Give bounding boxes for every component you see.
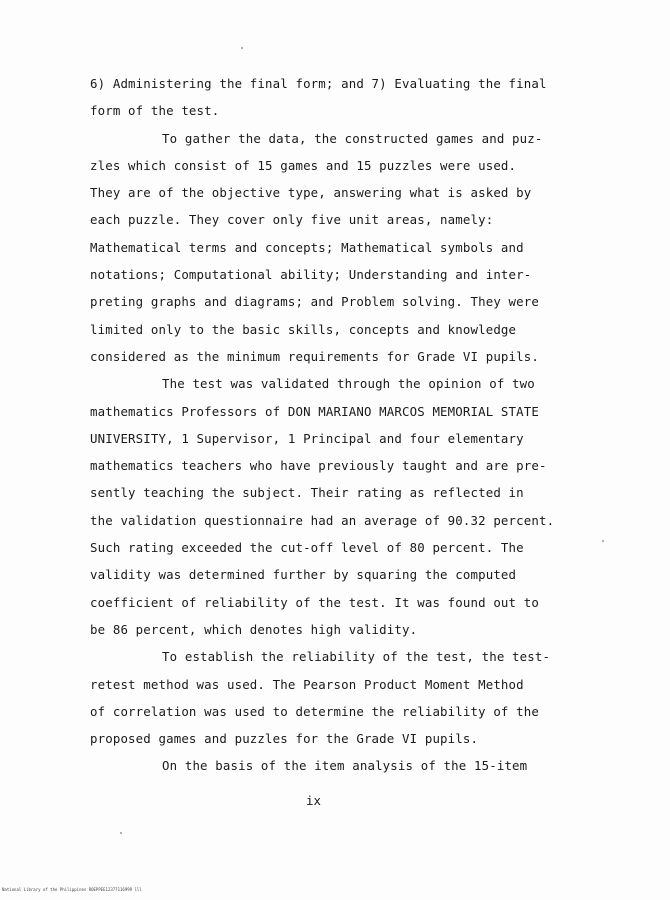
- text-line: be 86 percent, which denotes high validity.: [90, 621, 418, 637]
- paragraph-2: [90, 125, 610, 371]
- text-line: of correlation was used to determine the reliability of the: [90, 703, 539, 719]
- scan-speck: [241, 47, 243, 49]
- paragraph-3: [90, 370, 610, 643]
- paragraph-1: [90, 70, 610, 125]
- text-line: On the basis of the item analysis of the 15-item: [162, 758, 528, 774]
- scan-speck: [120, 832, 122, 834]
- page-number: ix: [306, 793, 321, 808]
- text-line: limited only to the basic skills, concepts and knowledge: [90, 321, 517, 337]
- text-line: To gather the data, the constructed games and puz-: [162, 130, 543, 146]
- text-line: sently teaching the subject. Their rating as reflected in: [90, 485, 524, 501]
- text-line: UNIVERSITY, 1 Supervisor, 1 Principal and four elementary: [90, 430, 524, 446]
- text-line: preting graphs and diagrams; and Problem solving. They were: [90, 294, 539, 310]
- text-line: considered as the minimum requirements for Grade VI pupils.: [90, 348, 539, 364]
- paragraph-5: [90, 752, 610, 779]
- text-line: form of the test.: [90, 103, 220, 119]
- text-line: coefficient of reliability of the test. It was found out to: [90, 594, 539, 610]
- text-line: validity was determined further by squaring the computed: [90, 567, 517, 583]
- paragraph-4: [90, 643, 610, 752]
- text-line: mathematics Professors of DON MARIANO MARCOS MEMORIAL STATE: [90, 403, 539, 419]
- text-line: The test was validated through the opinion of two: [162, 376, 535, 392]
- text-line: the validation questionnaire had an average of 90.32 percent.: [90, 512, 555, 528]
- text-line: notations; Computational ability; Understanding and inter-: [90, 267, 532, 283]
- body-text: [90, 70, 610, 780]
- text-line: mathematics teachers who have previously taught and are pre-: [90, 458, 547, 474]
- text-line: Such rating exceeded the cut-off level of 80 percent. The: [90, 540, 524, 556]
- text-line: 6) Administering the final form; and 7) Evaluating the final: [90, 76, 547, 91]
- text-line: They are of the objective type, answering what is asked by: [90, 185, 532, 201]
- scan-speck: [602, 540, 604, 542]
- text-line: proposed games and puzzles for the Grade VI pupils.: [90, 731, 479, 747]
- text-line: each puzzle. They cover only five unit areas, namely:: [90, 212, 494, 228]
- scan-footer: National Library of the Philippines ROEPPEE12377116999 lll: [2, 887, 142, 892]
- text-line: To establish the reliability of the test, the test-: [162, 649, 551, 665]
- text-line: zles which consist of 15 games and 15 puzzles were used.: [90, 157, 517, 173]
- text-line: retest method was used. The Pearson Product Moment Method: [90, 676, 524, 692]
- text-line: Mathematical terms and concepts; Mathematical symbols and: [90, 239, 524, 255]
